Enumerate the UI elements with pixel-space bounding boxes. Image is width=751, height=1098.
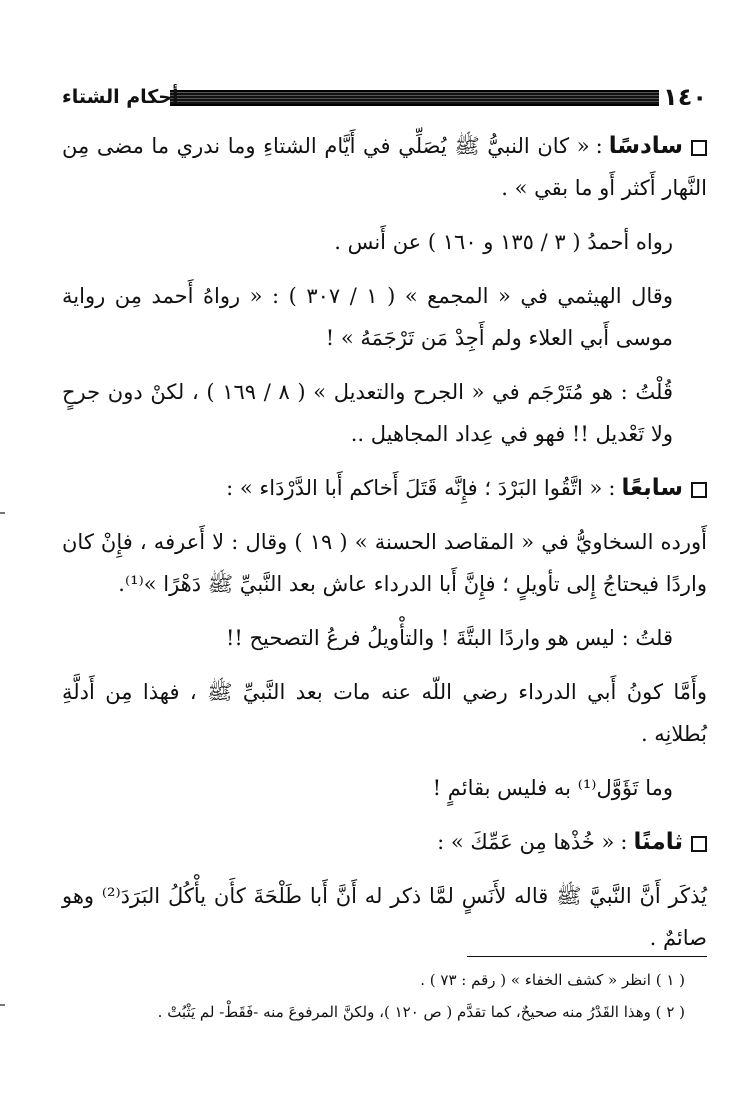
square-bullet-icon xyxy=(691,140,707,156)
square-bullet-icon xyxy=(691,836,707,852)
paragraph-haythami: وقال الهيثمي في « المجمع » ( ١ / ٣٠٧ ) : « رواهُ أَحمد مِن رواية موسى أَبي العلاء ولم أَجِدْ مَن تَرْجَمَهُ » ! xyxy=(62,284,673,350)
footnote-separator xyxy=(467,956,707,957)
footnotes xyxy=(62,964,707,1028)
paragraph-eighth xyxy=(62,821,707,863)
paragraph-text: « كان النبيُّ ﷺ يُصَلِّي في أَيَّام الشتاءِ وما ندري ما مضى مِن النَّهار أَكثر أَو ما بقي » . xyxy=(62,134,707,200)
section-lead-eighth: ثامنًا xyxy=(633,829,683,855)
paragraph-text: « اتَّقُوا البَرْدَ ؛ فإِنَّه قَتَلَ أَخاكم أَبا الدَّرْدَاء » : xyxy=(226,476,603,500)
paragraph-seventh xyxy=(62,467,707,509)
paragraph-abu-darda: وأَمَّا كونُ أَبي الدرداء رضي اللّه عنه مات بعد النَّبيِّ ﷺ ، فهذا مِن أَدلَّةِ بُطلانِه . xyxy=(62,680,707,746)
footnote-1: ( ١ ) انظر « كشف الخفاء » ( رقم : ٧٣ ) . xyxy=(420,971,685,989)
paragraph-reply: قلتُ : ليس هو واردًا البتَّةَ ! والتأْويلُ فرعُ التصحيح !! xyxy=(225,626,673,650)
section-lead-seventh: سابعًا xyxy=(621,475,683,501)
paragraph-interpretation: وما تَؤَوَّل⁽¹⁾ به فليس بقائمٍ ! xyxy=(432,776,673,800)
header-rule xyxy=(170,90,659,106)
page-number: ١٤٠ xyxy=(663,83,707,111)
running-title: أحكام الشتاء xyxy=(62,86,179,108)
page-header xyxy=(62,82,707,112)
lead-colon: : xyxy=(608,476,616,500)
paragraph-abu-talha: يُذكَر أَنَّ النَّبيَّ ﷺ قاله لأَنَسٍ لمَّا ذكر له أَنَّ أَبا طَلْحَةَ كأَن يأْكُلُ البَرَدَ⁽²⁾ وهو صائمٌ . xyxy=(62,884,707,950)
footnote-2: ( ٢ ) وهذا القَدْرُ منه صحيحٌ، كما تقدَّم ( ص ١٢٠ )، ولكنَّ المرفوعَ منه -فَقَطْ- لم يَثْبُتْ . xyxy=(157,1003,685,1021)
paragraph-text: « خُذْها مِن عَمِّكَ » : xyxy=(437,830,615,854)
lead-colon: : xyxy=(620,830,628,854)
paragraph-sakhawi: أَورده السخاويُّ في « المقاصد الحسنة » ( ١٩ ) وقال : لا أَعرفه ، فإِنْ كان واردًا فيحتاجُ إِلى تأويلٍ ؛ فإِنَّ أَبا الدرداء عاش بعد النَّبيِّ ﷺ دَهْرًا »⁽¹⁾. xyxy=(62,530,708,596)
paragraph-comment: قُلْتُ : هو مُتَرْجَم في « الجرح والتعديل » ( ٨ / ١٦٩ ) ، لكنْ دون جرحٍ ولا تَعْديل !! فهو في عِداد المجاهيل .. xyxy=(62,380,673,446)
paragraph-sixth xyxy=(62,125,707,209)
page-body xyxy=(62,125,707,971)
square-bullet-icon xyxy=(691,482,707,498)
lead-colon: : xyxy=(595,134,603,158)
margin-mark xyxy=(0,1004,5,1006)
paragraph-narration: رواه أحمدُ ( ٣ / ١٣٥ و ١٦٠ ) عن أَنس . xyxy=(334,230,673,254)
margin-mark xyxy=(0,512,5,514)
section-lead-sixth: سادسًا xyxy=(608,133,683,159)
